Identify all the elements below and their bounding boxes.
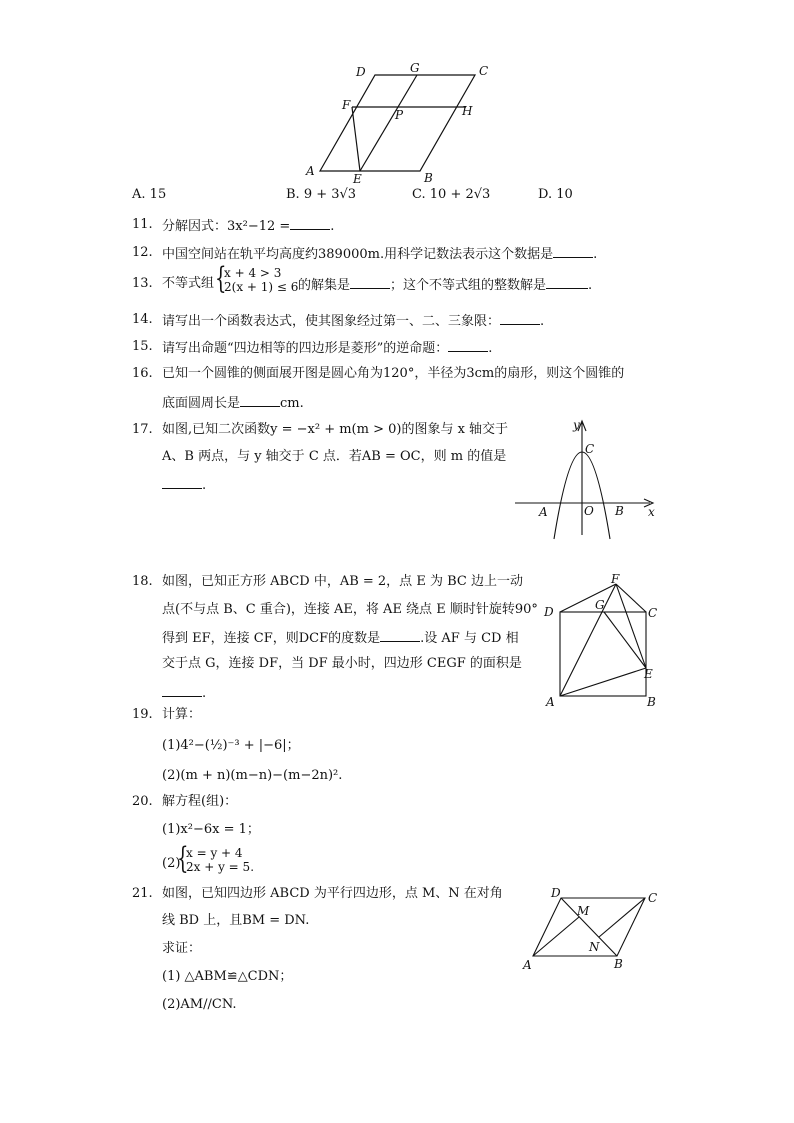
label-G: G — [595, 598, 605, 612]
q21-line3: 求证： — [162, 941, 202, 956]
q21-proof1: (1) △ABM≌△CDN； — [162, 969, 293, 984]
label-C: C — [585, 442, 595, 456]
q15-text: 请写出命题“四边相等的四边形是菱形”的逆命题： . — [162, 341, 493, 356]
label-D: D — [551, 886, 561, 900]
label-A: A — [306, 164, 315, 178]
q18-number: 18. — [132, 574, 153, 589]
q18-line2: 点(不与点 B、C 重合)，连接 AE，将 AE 绕点 E 顺时针旋转90° — [162, 602, 538, 617]
label-C: C — [648, 606, 658, 620]
label-B: B — [614, 957, 623, 971]
q20-number: 20. — [132, 794, 153, 809]
q20-title: 解方程(组)： — [162, 794, 238, 809]
q12-text: 中国空间站在轨平均高度约389000m.用科学记数法表示这个数据是 . — [162, 247, 598, 262]
label-M: M — [577, 904, 590, 918]
q17-line1: 如图,已知二次函数y = −x² + m(m > 0)的图象与 x 轴交于 — [162, 422, 509, 437]
q19-title: 计算： — [162, 707, 202, 722]
q21-line1: 如图，已知四边形 ABCD 为平行四边形，点 M、N 在对角 — [162, 886, 503, 901]
option-c: C. 10 + 2√3 — [412, 187, 491, 202]
label-N: N — [589, 940, 600, 954]
label-E: E — [644, 667, 653, 681]
q16-line2: 底面圆周长是 cm. — [162, 396, 304, 411]
q16-number: 16. — [132, 366, 153, 381]
q17-line3: . — [162, 476, 206, 494]
option-d: D. 10 — [538, 187, 573, 202]
label-y: y — [573, 418, 580, 432]
label-E: E — [353, 172, 362, 185]
q11-number: 11. — [132, 217, 153, 232]
parallelogram-figure-q10 — [300, 60, 510, 185]
q13-number: 13. — [132, 276, 153, 291]
q19-part2: (2)(m + n)(m−n)−(m−2n)². — [162, 768, 343, 783]
q21-line2: 线 BD 上，且BM = DN. — [162, 913, 310, 928]
square-figure-q18 — [540, 570, 665, 710]
label-G: G — [410, 61, 420, 75]
label-x: x — [648, 505, 655, 519]
q12-number: 12. — [132, 245, 153, 260]
q13-prefix: 不等式组 — [162, 276, 215, 291]
option-b: B. 9 + 3√3 — [286, 187, 357, 202]
q15-number: 15. — [132, 339, 153, 354]
q19-part1: (1)4²−(½)⁻³ + |−6|； — [162, 738, 300, 753]
label-F: F — [342, 98, 351, 112]
q18-line1: 如图，已知正方形 ABCD 中，AB = 2，点 E 为 BC 边上一动 — [162, 574, 523, 589]
q20-part1: (1)x²−6x = 1； — [162, 822, 260, 837]
label-D: D — [356, 65, 366, 79]
q20-sys-line2: 2x + y = 5. — [186, 860, 255, 874]
q20-brace: { — [177, 841, 189, 876]
q18-line5: . — [162, 684, 206, 702]
option-a: A. 15 — [132, 187, 167, 202]
parabola-figure-q17 — [510, 415, 660, 540]
label-A: A — [539, 505, 548, 519]
label-P: P — [395, 108, 404, 122]
label-O: O — [584, 504, 594, 518]
label-B: B — [615, 504, 624, 518]
label-C: C — [479, 64, 489, 78]
q18-line3: 得到 EF，连接 CF，则DCF的度数是 .设 AF 与 CD 相 — [162, 631, 519, 646]
q13-line2: 2(x + 1) ≤ 6 — [224, 280, 299, 294]
q20-part2-prefix: (2) — [162, 856, 181, 871]
q14-number: 14. — [132, 312, 153, 327]
label-A: A — [523, 958, 532, 972]
q13-line1: x + 4 > 3 — [224, 266, 282, 280]
q14-text: 请写出一个函数表达式，使其图象经过第一、二、三象限： . — [162, 314, 545, 329]
label-A: A — [546, 695, 555, 709]
label-C: C — [648, 891, 658, 905]
q21-proof2: (2)AM//CN. — [162, 997, 237, 1012]
label-F: F — [611, 572, 620, 586]
q16-line1: 已知一个圆锥的侧面展开图是圆心角为120°，半径为3cm的扇形，则这个圆锥的 — [162, 366, 625, 381]
q19-number: 19. — [132, 707, 153, 722]
q21-number: 21. — [132, 886, 153, 901]
label-D: D — [544, 605, 554, 619]
q11-text: 分解因式：3x²−12 = . — [162, 219, 335, 234]
q20-sys-line1: x = y + 4 — [186, 846, 243, 860]
q18-line4: 交于点 G，连接 DF，当 DF 最小时，四边形 CEGF 的面积是 — [162, 656, 522, 671]
label-H: H — [462, 104, 473, 118]
label-B: B — [647, 695, 656, 709]
q17-line2: A、B 两点，与 y 轴交于 C 点．若AB = OC，则 m 的值是 — [162, 449, 507, 464]
q13-brace: { — [215, 261, 227, 296]
label-B: B — [424, 171, 433, 185]
parallelogram-figure-q21 — [515, 880, 665, 975]
q17-number: 17. — [132, 422, 153, 437]
q13-rest: 的解集是 ；这个不等式组的整数解是 . — [298, 278, 593, 293]
